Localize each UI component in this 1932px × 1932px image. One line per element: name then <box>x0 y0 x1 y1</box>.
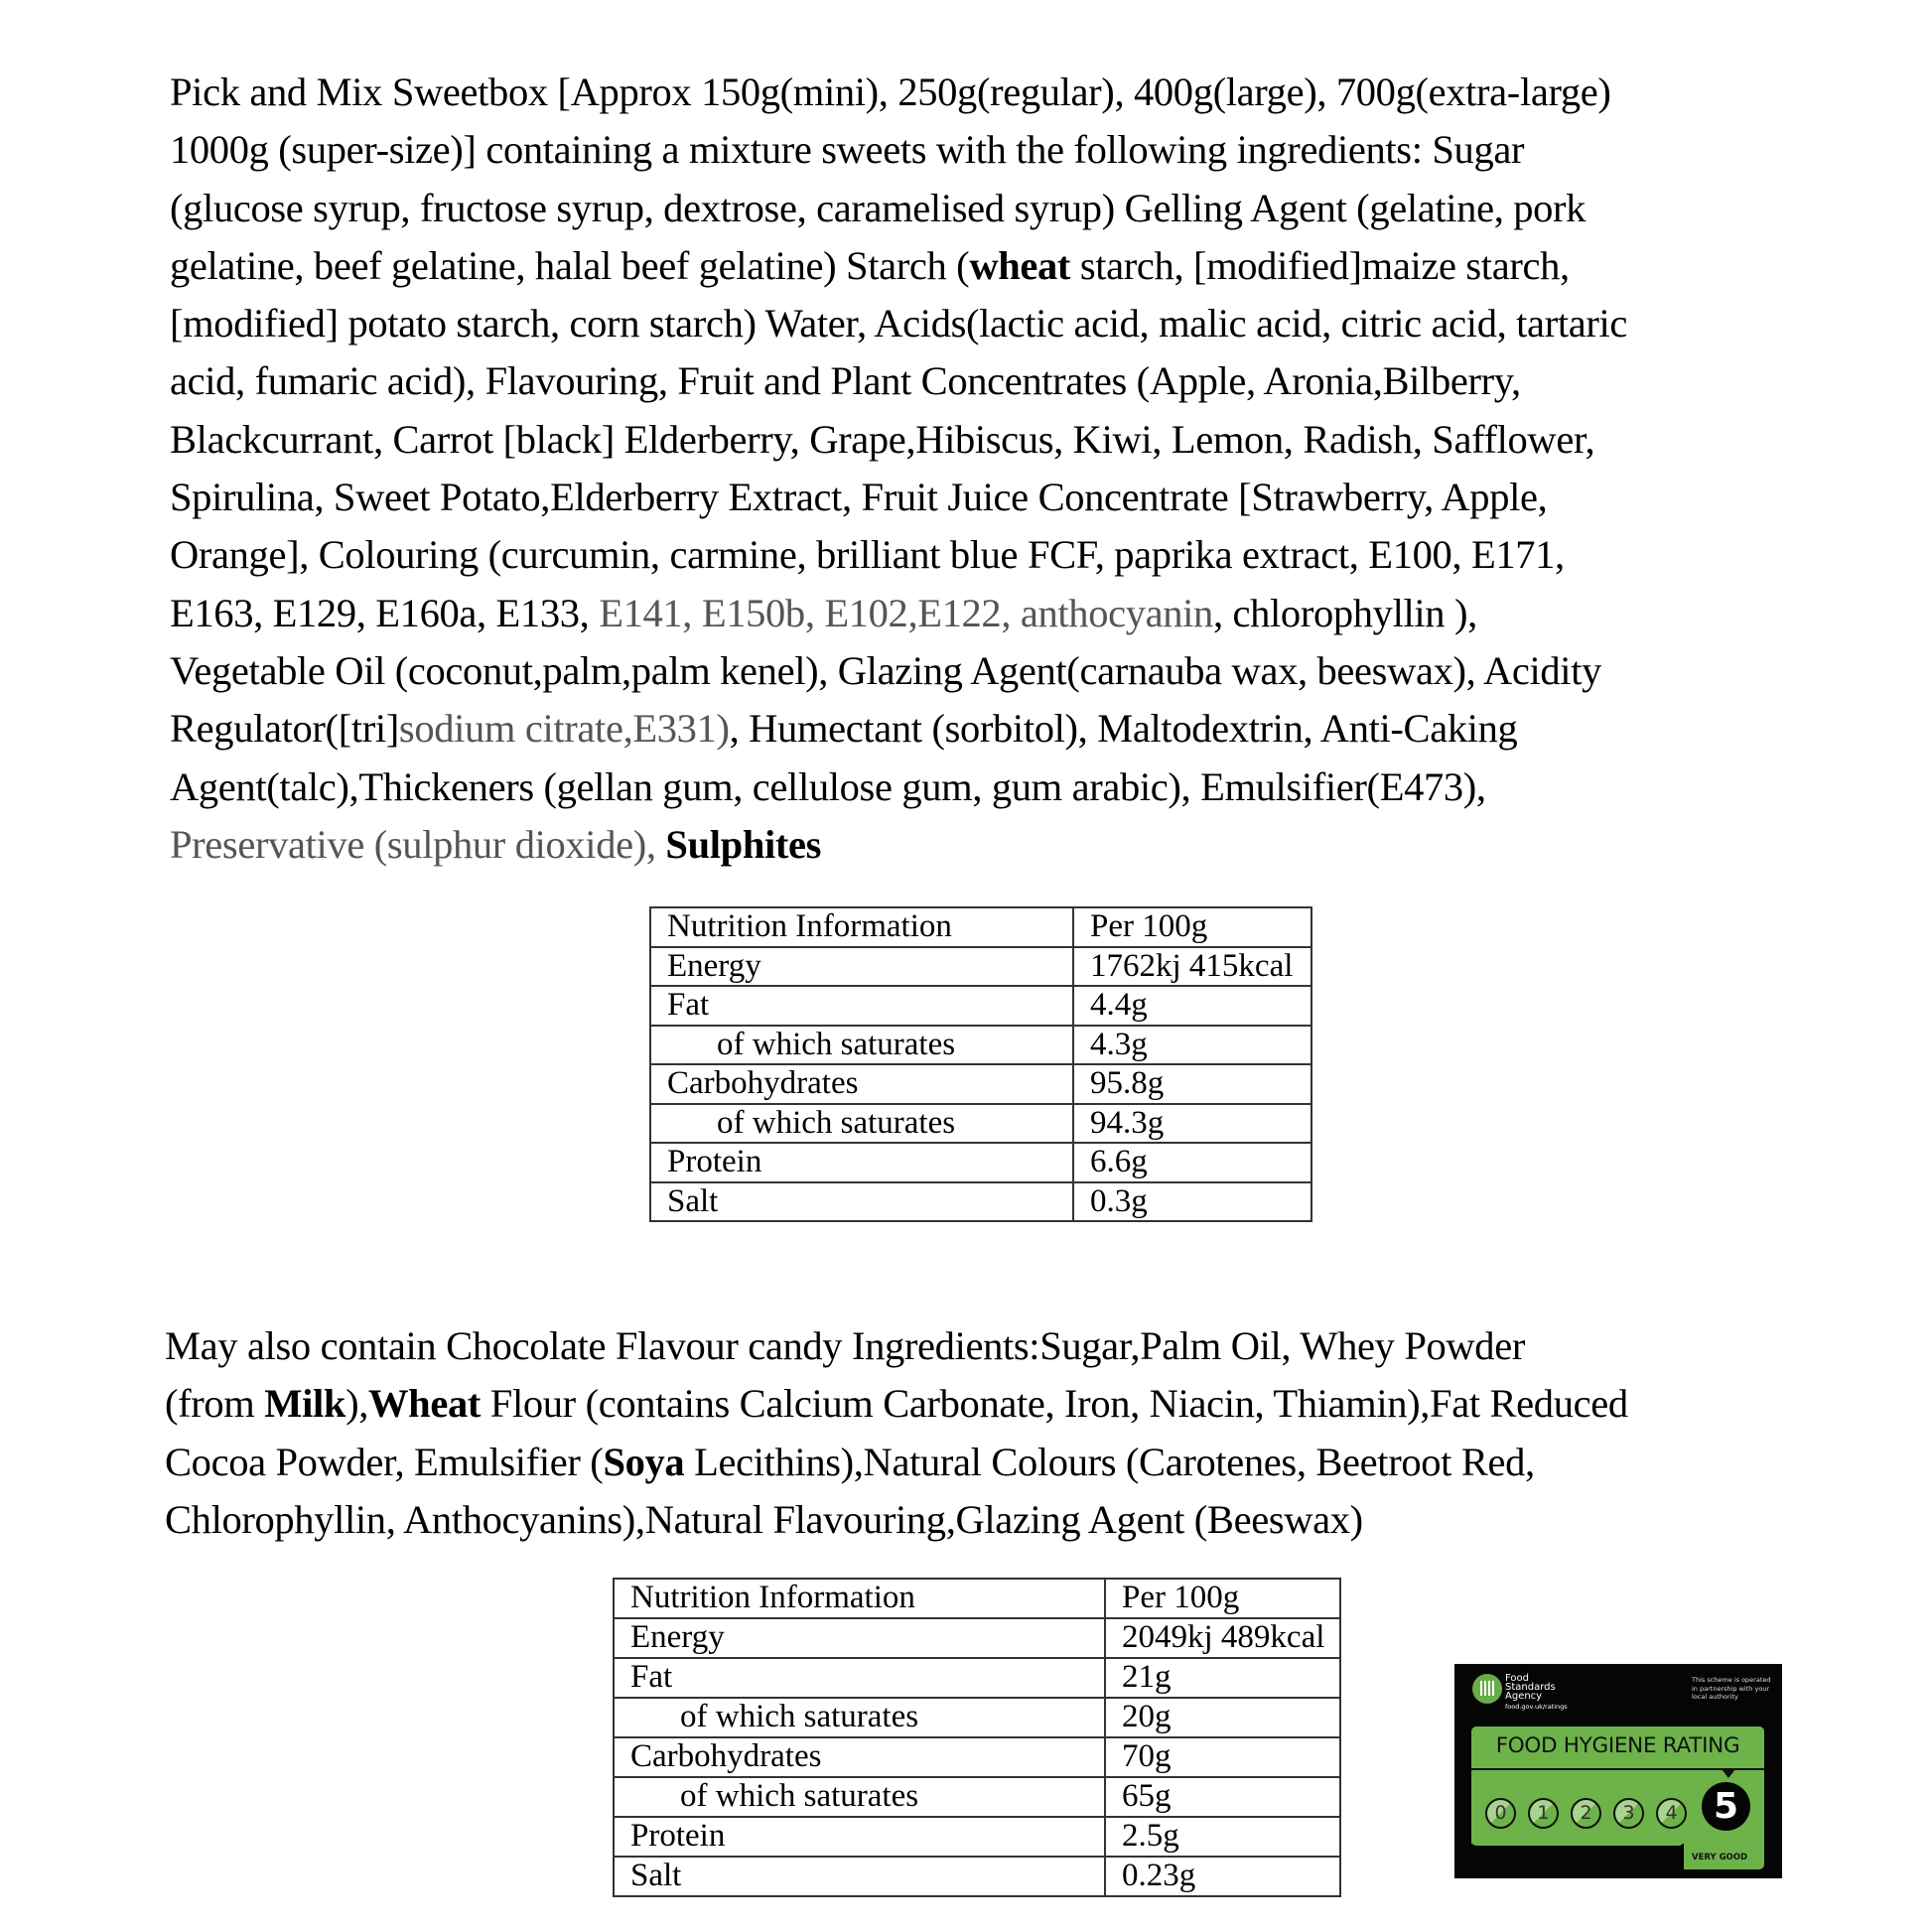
text-segment: Orange], Colouring (curcumin, carmine, brilliant blue FCF, paprika extract, E100, E171, <box>170 532 1565 578</box>
scheme-note: This scheme is operated in partnership with your local authority <box>1692 1676 1771 1701</box>
nutrient-value: 1762kj 415kcal <box>1073 947 1311 987</box>
nutrient-label: Salt <box>650 1182 1073 1222</box>
text-segment: 1000g (super-size)] containing a mixture sweets with the following ingredients: Sugar <box>170 127 1525 173</box>
agency-name: Food Standards Agency <box>1505 1673 1556 1702</box>
text-line <box>170 295 1627 352</box>
text-line <box>170 642 1627 700</box>
allergen-highlight: Wheat <box>368 1381 482 1427</box>
agency-url: food.gov.uk/ratings <box>1505 1703 1568 1711</box>
allergen-highlight: Soya <box>603 1439 685 1484</box>
header-cell: Per 100g <box>1105 1579 1340 1618</box>
text-line <box>170 816 1627 874</box>
text-segment: Flour (contains Calcium Carbonate, Iron, Niacin, Thiamin),Fat Reduced <box>481 1381 1628 1427</box>
text-segment: [modified] potato starch, corn starch) Water, Acids(lactic acid, malic acid, citric acid, tartaric <box>170 301 1628 346</box>
text-segment: , chlorophyllin ), <box>1212 590 1477 635</box>
nutrient-label: Carbohydrates <box>614 1737 1105 1777</box>
text-line <box>170 180 1627 237</box>
nutrient-value: 21g <box>1105 1658 1340 1698</box>
text-line <box>170 121 1627 179</box>
header-cell: Nutrition Information <box>650 907 1073 947</box>
text-line <box>165 1375 1628 1433</box>
nutrient-label: of which saturates <box>614 1698 1105 1737</box>
fsa-logo-icon <box>1472 1674 1502 1704</box>
allergen-highlight: Sulphites <box>665 821 822 867</box>
table-row <box>614 1857 1340 1896</box>
text-line <box>165 1491 1628 1549</box>
text-line <box>170 352 1627 410</box>
nutrient-label: of which saturates <box>650 1104 1073 1144</box>
text-line <box>165 1434 1628 1491</box>
allergen-highlight: Milk <box>264 1381 346 1427</box>
table-header-row <box>614 1579 1340 1618</box>
nutrient-label: Fat <box>614 1658 1105 1698</box>
text-segment: May also contain Chocolate Flavour candy Ingredients:Sugar,Palm Oil, Whey Powder <box>165 1323 1525 1368</box>
text-segment: Chlorophyllin, Anthocyanins),Natural Flavouring,Glazing Agent (Beeswax) <box>165 1496 1363 1542</box>
score-selected: 5 <box>1702 1782 1750 1831</box>
nutrient-label: of which saturates <box>614 1777 1105 1817</box>
table-row <box>650 1104 1311 1144</box>
grey-text: sodium citrate,E331) <box>398 706 730 752</box>
allergen-highlight: wheat <box>969 242 1071 288</box>
nutrient-value: 2049kj 489kcal <box>1105 1618 1340 1658</box>
nutrient-label: Fat <box>650 986 1073 1026</box>
score-0: 0 <box>1485 1798 1516 1829</box>
nutrient-label: Energy <box>614 1618 1105 1658</box>
score-1: 1 <box>1528 1798 1559 1829</box>
main-ingredients-paragraph <box>170 64 1627 874</box>
score-2: 2 <box>1571 1798 1601 1829</box>
header-cell: Per 100g <box>1073 907 1311 947</box>
nutrition-table-chocolate <box>613 1578 1341 1897</box>
table-row <box>650 1026 1311 1065</box>
nutrient-value: 4.4g <box>1073 986 1311 1026</box>
nutrient-value: 0.3g <box>1073 1182 1311 1222</box>
panel-bottom <box>1471 1836 1684 1846</box>
text-segment: acid, fumaric acid), Flavouring, Fruit and Plant Concentrates (Apple, Aronia,Bilberry, <box>170 358 1521 404</box>
nutrient-value: 65g <box>1105 1777 1340 1817</box>
divider <box>1471 1768 1764 1770</box>
text-segment: Lecithins),Natural Colours (Carotenes, Beetroot Red, <box>684 1439 1535 1484</box>
grey-text: Preservative (sulphur dioxide), <box>170 821 666 867</box>
header-cell: Nutrition Information <box>614 1579 1105 1618</box>
score-3: 3 <box>1613 1798 1644 1829</box>
table-row <box>614 1777 1340 1817</box>
table-row <box>614 1737 1340 1777</box>
text-segment: , Humectant (sorbitol), Maltodextrin, Anti-Caking <box>729 706 1518 752</box>
table-row <box>650 1143 1311 1182</box>
nutrient-label: Salt <box>614 1857 1105 1896</box>
text-segment: E163, E129, E160a, E133, <box>170 590 600 635</box>
text-segment: Pick and Mix Sweetbox [Approx 150g(mini), 250g(regular), 400g(large), 700g(extra-large) <box>170 69 1611 114</box>
text-line <box>170 526 1627 584</box>
text-segment: Spirulina, Sweet Potato,Elderberry Extract, Fruit Juice Concentrate [Strawberry, Apple, <box>170 475 1548 520</box>
text-segment: Agent(talc),Thickeners (gellan gum, cellulose gum, gum arabic), Emulsifier(E473), <box>170 763 1486 809</box>
text-segment: Cocoa Powder, Emulsifier ( <box>165 1439 604 1484</box>
panel-notch <box>1471 1844 1684 1869</box>
table-row <box>614 1658 1340 1698</box>
rating-title: FOOD HYGIENE RATING <box>1495 1733 1740 1758</box>
pointer-icon <box>1722 1769 1735 1778</box>
table-header-row <box>650 907 1311 947</box>
nutrient-value: 95.8g <box>1073 1064 1311 1104</box>
text-line <box>170 585 1627 642</box>
text-segment: Blackcurrant, Carrot [black] Elderberry, Grape,Hibiscus, Kiwi, Lemon, Radish, Safflower, <box>170 416 1595 462</box>
nutrient-label: Protein <box>650 1143 1073 1182</box>
nutrient-value: 6.6g <box>1073 1143 1311 1182</box>
table-row <box>614 1817 1340 1857</box>
text-line <box>170 469 1627 526</box>
text-line <box>170 411 1627 469</box>
nutrient-label: of which saturates <box>650 1026 1073 1065</box>
text-segment: ), <box>345 1381 369 1427</box>
text-segment: gelatine, beef gelatine, halal beef gelatine) Starch ( <box>170 242 970 288</box>
rating-panel <box>1471 1726 1764 1869</box>
table-row <box>614 1698 1340 1737</box>
text-line <box>165 1317 1628 1375</box>
nutrient-value: 0.23g <box>1105 1857 1340 1896</box>
text-segment: Regulator([tri] <box>170 706 399 752</box>
rating-label: VERY GOOD <box>1692 1853 1748 1863</box>
nutrient-value: 70g <box>1105 1737 1340 1777</box>
text-line <box>170 759 1627 816</box>
table-row <box>650 1182 1311 1222</box>
food-hygiene-rating-badge <box>1454 1664 1782 1878</box>
text-line <box>170 700 1627 758</box>
grey-text: E141, E150b, E102,E122, anthocyanin <box>599 590 1213 635</box>
text-line <box>170 64 1627 121</box>
score-4: 4 <box>1656 1798 1687 1829</box>
nutrient-value: 4.3g <box>1073 1026 1311 1065</box>
table-row <box>650 1064 1311 1104</box>
nutrient-value: 2.5g <box>1105 1817 1340 1857</box>
nutrient-value: 94.3g <box>1073 1104 1311 1144</box>
nutrient-label: Protein <box>614 1817 1105 1857</box>
nutrient-value: 20g <box>1105 1698 1340 1737</box>
nutrition-table-sweets <box>649 906 1312 1222</box>
nutrient-label: Carbohydrates <box>650 1064 1073 1104</box>
table-row <box>614 1618 1340 1658</box>
text-segment: Vegetable Oil (coconut,palm,palm kenel), Glazing Agent(carnauba wax, beeswax), Acidity <box>170 647 1602 693</box>
nutrient-label: Energy <box>650 947 1073 987</box>
chocolate-ingredients-paragraph <box>165 1317 1628 1549</box>
text-segment: (from <box>165 1381 265 1427</box>
text-line <box>170 237 1627 295</box>
table-row <box>650 947 1311 987</box>
text-segment: (glucose syrup, fructose syrup, dextrose, caramelised syrup) Gelling Agent (gelatine, pork <box>170 185 1587 230</box>
table-row <box>650 986 1311 1026</box>
text-segment: starch, [modified]maize starch, <box>1070 242 1570 288</box>
